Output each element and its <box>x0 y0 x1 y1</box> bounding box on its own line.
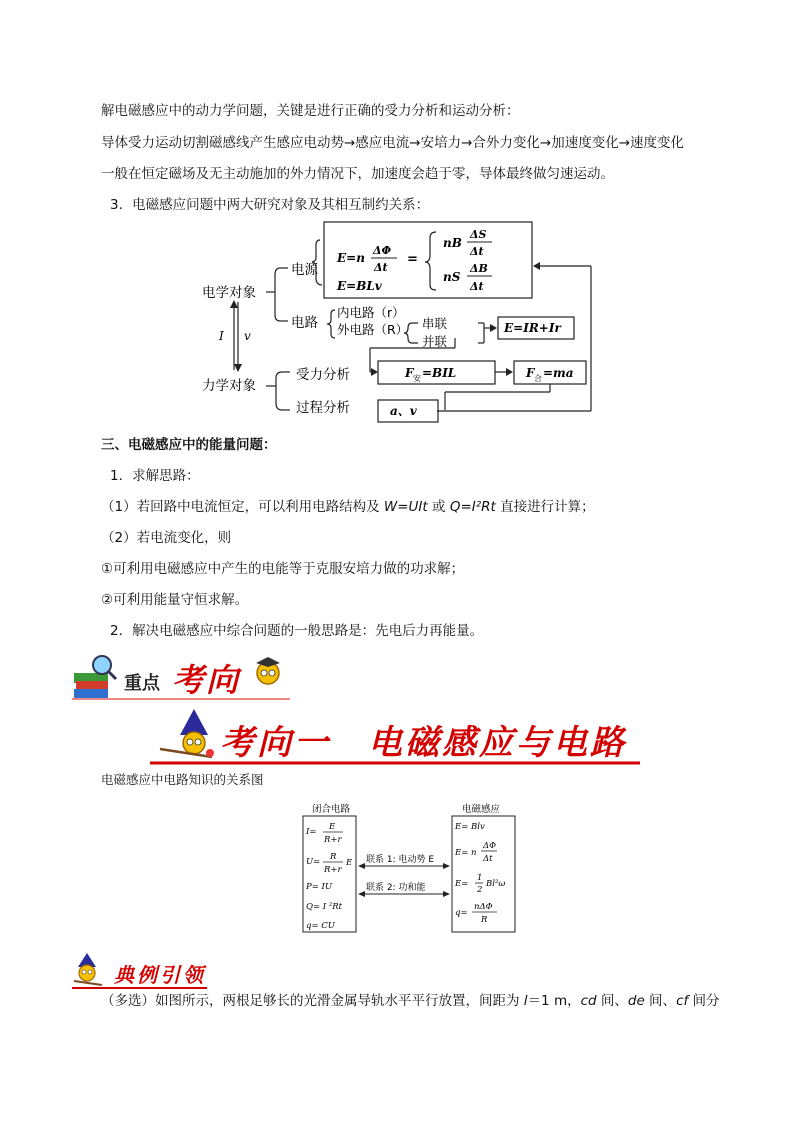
q2-eq: q= <box>455 908 468 918</box>
net-F: F <box>526 366 535 380</box>
banner-small-text: 重点 <box>124 673 160 694</box>
direction-one-banner <box>150 707 640 769</box>
example-banner-title: 典例引领 <box>114 963 206 987</box>
problem-statement: （多选）如图所示，两根足够长的光滑金属导轨水平平行放置，间距为 l＝1 m，cd 间、de 间、cf 间分 <box>101 993 720 1009</box>
nB: nB <box>443 236 462 250</box>
para-line-2: 导体受力运动切割磁感线产生感应电动势→感应电流→安培力→合外力变化→加速度变化→速度变化 <box>101 135 685 151</box>
research-objects-diagram <box>195 215 605 430</box>
step-1b: （2）若电流变化，则 <box>101 530 232 546</box>
source-label: 电源 <box>291 262 318 278</box>
E3-eq: E= <box>455 879 469 889</box>
step-1a: （1）若回路中电流恒定，可以利用电路结构及 W=UIt 或 Q=I²Rt 直接进行计算； <box>101 499 595 515</box>
parallel-label: 并联 <box>422 334 448 349</box>
eir-formula: E=IR+Ir <box>504 321 561 335</box>
newton-formula: =ma <box>543 366 574 380</box>
step-1c: ①可利用电磁感应中产生的电能等于克服安培力做的功求解； <box>101 561 465 577</box>
E1-eq: E= Blv <box>455 822 485 832</box>
dS: ΔS <box>470 228 487 241</box>
series-label: 串联 <box>422 316 448 331</box>
P-eq: P= IU <box>306 882 333 892</box>
ampere-formula: =BIL <box>422 366 457 380</box>
E2-den: Δt <box>483 854 493 864</box>
force-analysis-label: 受力分析 <box>296 367 350 383</box>
q2-den: R <box>481 915 488 925</box>
dB: ΔB <box>470 262 488 275</box>
Q-eq: Q= I ²Rt <box>306 902 343 912</box>
step-1d: ②可利用能量守恒求解。 <box>101 592 249 608</box>
U-E: E <box>346 858 353 868</box>
blv-formula: E=BLv <box>337 279 382 293</box>
emf-formula: E=n <box>337 251 365 265</box>
process-analysis-label: 过程分析 <box>296 400 350 416</box>
U-den: R+r <box>324 865 342 875</box>
mech-object-label: 力学对象 <box>202 378 256 394</box>
q2-num: nΔΦ <box>474 902 493 912</box>
circuit-relation-diagram <box>298 795 520 935</box>
E3-den: 2 <box>477 885 483 895</box>
banner2-title: 考向一 电磁感应与电路 <box>220 723 627 763</box>
key-direction-banner <box>72 651 290 703</box>
step-1: 1．求解思路： <box>110 468 200 484</box>
ampere-F: F <box>405 366 414 380</box>
diagram2-caption: 电磁感应中电路知识的关系图 <box>101 772 264 787</box>
I-num: E <box>329 822 336 832</box>
E2-eq: E= n <box>455 848 477 858</box>
dt: Δt <box>374 261 388 274</box>
I-den: R+r <box>324 835 342 845</box>
q-eq: q= CU <box>306 921 335 931</box>
equals: = <box>407 252 418 267</box>
closed-circuit-title: 闭合电路 <box>312 804 351 815</box>
banner-big-text: 考向 <box>172 661 241 699</box>
E2-num: ΔΦ <box>483 841 497 851</box>
para-line-1: 解电磁感应中的动力学问题，关键是进行正确的受力分析和运动分析： <box>101 103 520 119</box>
current-symbol: I <box>219 329 224 343</box>
E3-rest: Bl²ω <box>486 879 506 889</box>
net-sub: 合 <box>534 374 542 383</box>
dphi: ΔΦ <box>373 244 392 257</box>
para-line-3: 一般在恒定磁场及无主动施加的外力情况下，加速度会趋于零，导体最终做匀速运动。 <box>101 166 614 182</box>
example-banner <box>72 951 212 991</box>
circuit-label: 电路 <box>291 315 318 331</box>
em-induction-title: 电磁感应 <box>462 804 501 815</box>
dt-1: Δt <box>470 245 484 258</box>
para-line-4: 3．电磁感应问题中两大研究对象及其相互制约关系： <box>110 197 430 213</box>
link-2-label: 联系 2: 功和能 <box>366 883 426 893</box>
link-1-label: 联系 1: 电动势 E <box>366 855 435 865</box>
section-heading: 三、电磁感应中的能量问题： <box>101 437 277 453</box>
U-eq: U= <box>306 857 321 867</box>
E3-num: 1 <box>477 873 483 883</box>
outer-circuit-label: 外电路（R） <box>337 322 409 337</box>
step-2: 2．解决电磁感应中综合问题的一般思路是：先电后力再能量。 <box>110 623 484 639</box>
I-eq: I= <box>306 827 317 837</box>
U-num: R <box>330 852 337 862</box>
elec-object-label: 电学对象 <box>202 285 256 301</box>
velocity-symbol: v <box>244 329 251 343</box>
nS: nS <box>443 270 461 284</box>
av-label: a、v <box>390 404 417 418</box>
ampere-sub: 安 <box>413 374 421 383</box>
dt-2: Δt <box>470 280 484 293</box>
inner-circuit-label: 内电路（r） <box>337 305 405 320</box>
